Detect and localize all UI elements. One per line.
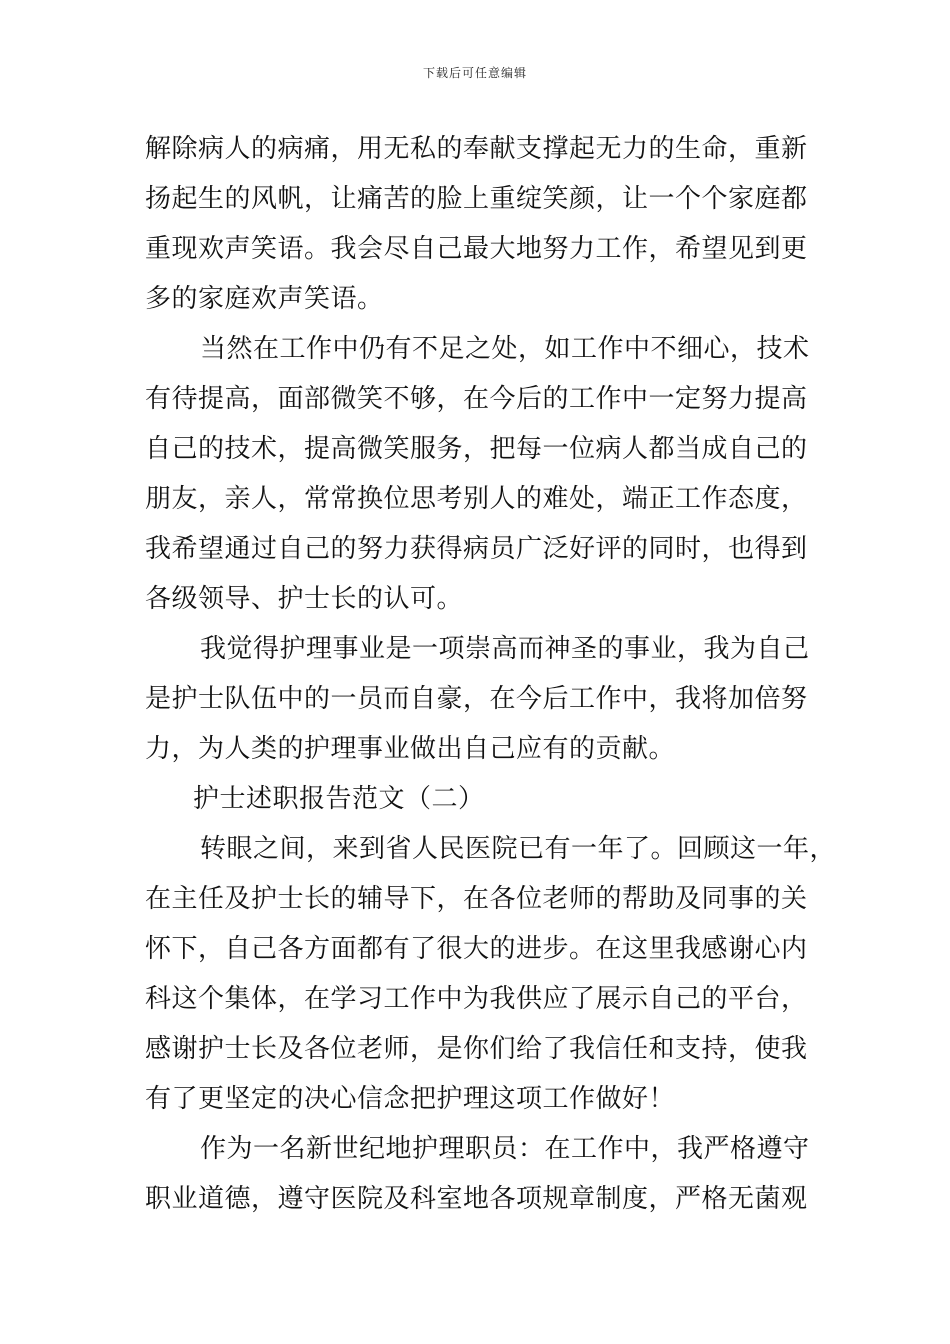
text-line: 力，为人类的护理事业做出自己应有的贡献。 [145, 734, 676, 764]
text-line: 职业道德，遵守医院及科室地各项规章制度，严格无菌观 [145, 1184, 808, 1214]
text-line: 重现欢声笑语。我会尽自己最大地努力工作，希望见到更 [145, 234, 808, 264]
text-line: 科这个集体，在学习工作中为我供应了展示自己的平台， [145, 984, 808, 1014]
paragraph-first-line: 我觉得护理事业是一项崇高而神圣的事业，我为自己 [200, 634, 810, 664]
paragraph-first-line: 作为一名新世纪地护理职员：在工作中，我严格遵守 [200, 1134, 810, 1164]
text-line: 有待提高，面部微笑不够，在今后的工作中一定努力提高 [145, 384, 808, 414]
text-line: 自己的技术，提高微笑服务，把每一位病人都当成自己的 [145, 434, 808, 464]
text-line: 在主任及护士长的辅导下，在各位老师的帮助及同事的关 [145, 884, 808, 914]
text-line: 有了更坚定的决心信念把护理这项工作做好！ [145, 1084, 676, 1114]
text-line: 我希望通过自己的努力获得病员广泛好评的同时，也得到 [145, 534, 808, 564]
text-line: 是护士队伍中的一员而自豪，在今后工作中，我将加倍努 [145, 684, 808, 714]
text-line: 怀下，自己各方面都有了很大的进步。在这里我感谢心内 [145, 934, 808, 964]
header-note: 下载后可任意编辑 [422, 66, 527, 80]
text-line: 各级领导、护士长的认可。 [145, 584, 464, 614]
paragraph-first-line: 转眼之间，来到省人民医院已有一年了。回顾这一年， [200, 834, 837, 864]
text-line: 多的家庭欢声笑语。 [145, 284, 384, 314]
text-line: 感谢护士长及各位老师，是你们给了我信任和支持，使我 [145, 1034, 808, 1064]
text-line: 朋友，亲人，常常换位思考别人的难处，端正工作态度， [145, 484, 808, 514]
text-line: 扬起生的风帆，让痛苦的脸上重绽笑颜，让一个个家庭都 [145, 184, 808, 214]
paragraph-first-line: 当然在工作中仍有不足之处，如工作中不细心，技术 [200, 334, 810, 364]
section-heading: 护士述职报告范文（二） [193, 784, 485, 814]
text-line: 解除病人的病痛，用无私的奉献支撑起无力的生命，重新 [145, 134, 808, 164]
